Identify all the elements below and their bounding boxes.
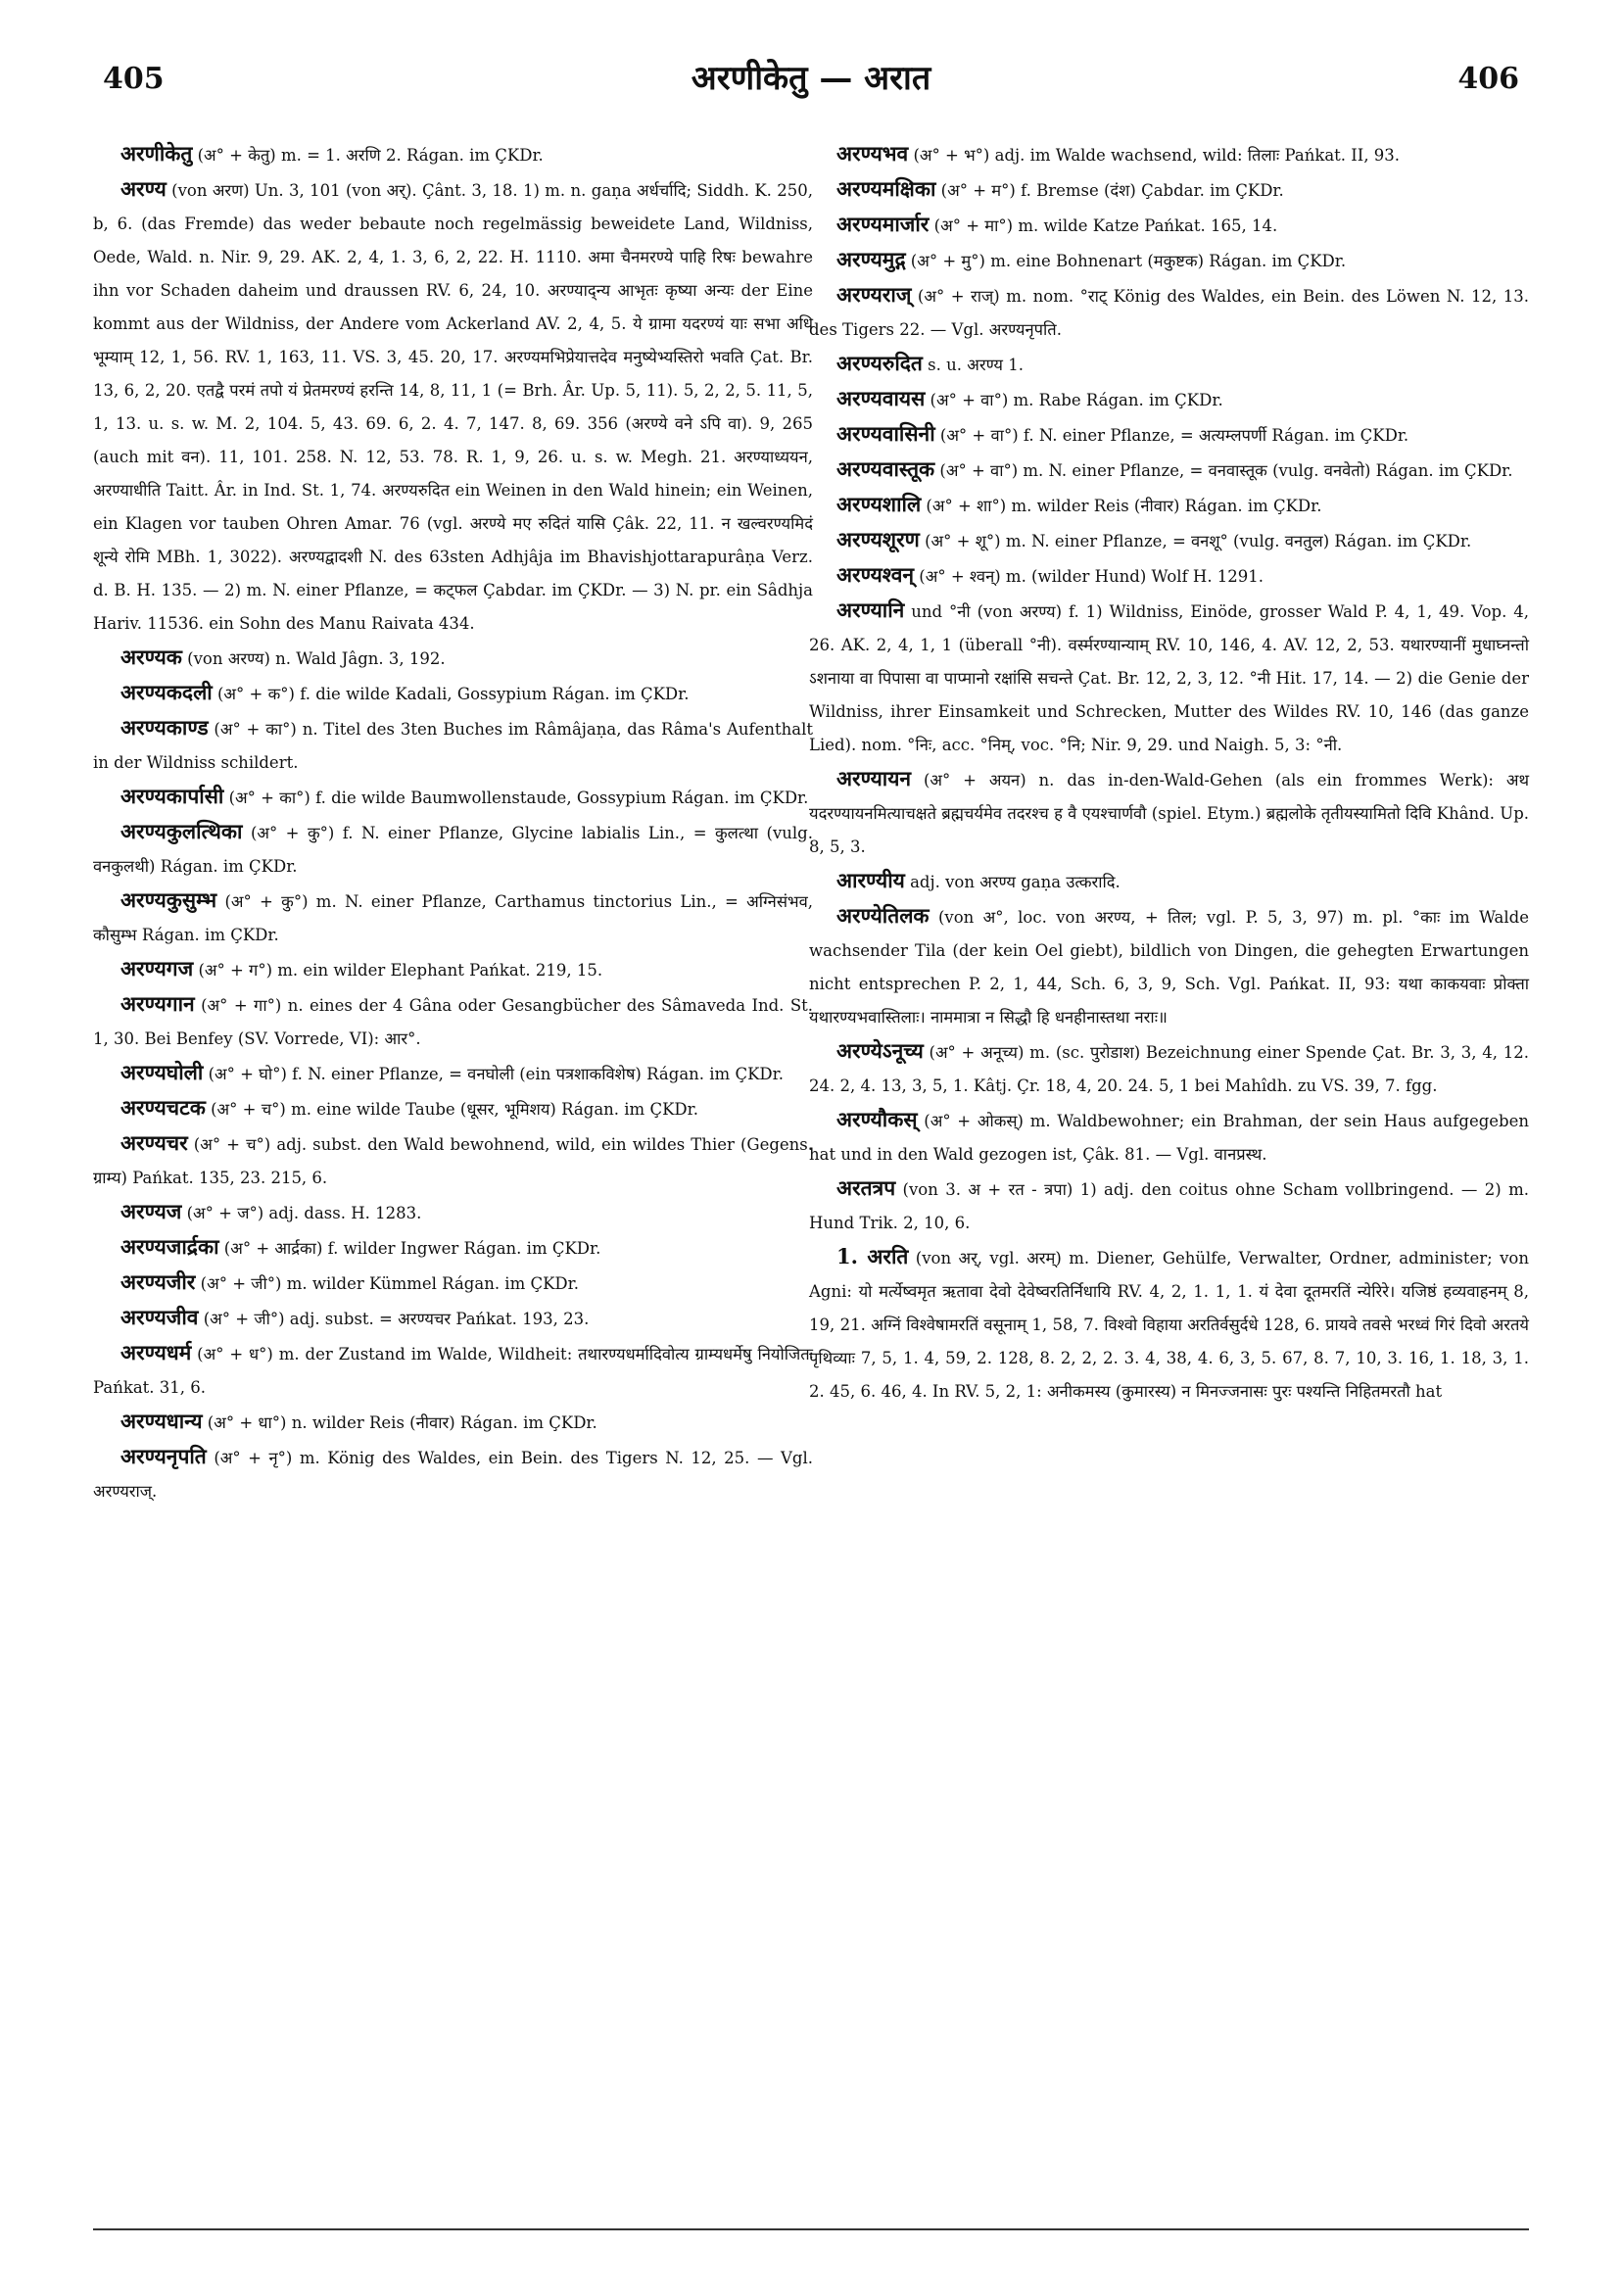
entry-text: (अ° + कु°) m. N. einer Pflanze, Carthamus tinctorius Lin., = अग्निसंभव, कौसुम्भ Rágan. im ÇKDr. xyxy=(93,892,813,944)
entry-headword: अरण्यक xyxy=(120,645,182,669)
entry-headword: अरण्येतिलक xyxy=(836,903,930,928)
dictionary-entry xyxy=(93,1405,813,1440)
entry-headword: अरण्यचटक xyxy=(120,1095,206,1120)
dictionary-entry xyxy=(93,952,813,987)
entry-headword: आरण्यीय xyxy=(836,868,905,892)
entry-text: (अ° + ध°) m. der Zustand im Walde, Wildheit: तथारण्यधर्मादिवोत्य ग्राम्यधर्मेषु नियोजितः Pańkat. 31, 6. xyxy=(93,1345,813,1397)
entry-text: (अ° + ग°) m. ein wilder Elephant Pańkat. 219, 15. xyxy=(193,961,603,980)
left-column xyxy=(93,137,813,1508)
entry-text: s. u. अरण्य 1. xyxy=(922,356,1024,374)
entry-headword: अरण्यवायस xyxy=(836,386,926,410)
entry-text: (अ° + वा°) m. Rabe Rágan. im ÇKDr. xyxy=(925,391,1223,409)
dictionary-entry xyxy=(93,1230,813,1266)
entry-text: (अ° + ओकस्) m. Waldbewohner; ein Brahman, der sein Haus aufgegeben hat und in den Wald gezogen ist, Çâk. 81. — Vgl. वानप्रस्थ. xyxy=(809,1112,1529,1164)
entry-text: und °नी (von अरण्य) f. 1) Wildniss, Einöde, grosser Wald P. 4, 1, 49. Vop. 4, 26. AK. 2, 4, 1, 1 (überall °नी). वर्स्मरण्यान्याम् RV. 10, 146, 4. AV. 12, 2, 53. यथारण्यानीं मुधाघ्नन्तो ऽशनाया वा पिपासा वा पाप्मानो रक्षांसि सचन्ते Çat. Br. 12, 2, 3, 12. °नी Hit. 17, 14. — 2) die Genie der Wildniss, ihrer Einsamkeit und Schrecken, Mutter des Wildes RV. 10, 146 (das ganze Lied). nom. °निः, acc. °निम्, voc. °नि; Nir. 9, 29. und Naigh. 5, 3: °नी. xyxy=(809,602,1529,754)
entry-text: (अ° + च°) m. eine wilde Taube (धूसर, भूमिशय) Rágan. im ÇKDr. xyxy=(205,1100,698,1119)
entry-text: (अ° + आर्द्रका) f. wilder Ingwer Rágan. im ÇKDr. xyxy=(218,1239,601,1258)
entry-text: (अ° + धा°) n. wilder Reis (नीवार) Rágan. im ÇKDr. xyxy=(202,1413,597,1432)
entry-text: (von अरण्य) n. Wald Jâgn. 3, 192. xyxy=(181,649,446,668)
dictionary-entry xyxy=(809,172,1529,208)
entry-headword: अरण्यभव xyxy=(836,141,909,166)
page-header xyxy=(93,54,1529,113)
entry-text: (अ° + कु°) f. N. einer Pflanze, Glycine labialis Lin., = कुलत्था (vulg. वनकुलथी) Rágan. im ÇKDr. xyxy=(93,824,813,876)
entry-text: (अ° + वा°) m. N. einer Pflanze, = वनवास्तूक (vulg. वनवेतो) Rágan. im ÇKDr. xyxy=(934,461,1513,480)
entry-headword: अरण्यजीर xyxy=(120,1269,196,1294)
dictionary-entry xyxy=(93,815,813,884)
entry-headword: अरण्यकुसुम्भ xyxy=(120,887,217,912)
entry-text: (अ° + क°) f. die wilde Kadali, Gossypium Rágan. im ÇKDr. xyxy=(212,685,690,703)
dictionary-entry xyxy=(93,1091,813,1126)
entry-headword: अरण्यौकस् xyxy=(836,1107,918,1131)
entry-text: (अ° + राज्) m. nom. °राट् König des Waldes, ein Bein. des Löwen N. 12, 13. des Tigers 22. — Vgl. अरण्यनृपति. xyxy=(809,287,1529,339)
entry-headword: 1. अरति xyxy=(836,1244,909,1268)
dictionary-entry xyxy=(93,711,813,780)
dictionary-entry xyxy=(809,899,1529,1034)
entry-text: (अ° + मा°) m. wilde Katze Pańkat. 165, 14. xyxy=(929,216,1278,235)
dictionary-entry xyxy=(809,1172,1529,1240)
dictionary-entry xyxy=(93,987,813,1056)
dictionary-entry xyxy=(809,1240,1529,1409)
entry-headword: अरण्यानि xyxy=(836,598,905,622)
entry-headword: अरण्येऽनूच्य xyxy=(836,1038,924,1063)
entry-text: (अ° + गा°) n. eines der 4 Gâna oder Gesangbücher des Sâmaveda Ind. St. 1, 30. Bei Benfey (SV. Vorrede, VI): आर°. xyxy=(93,996,813,1048)
dictionary-entry xyxy=(809,594,1529,762)
entry-text: (अ° + घो°) f. N. einer Pflanze, = वनघोली (ein पत्रशाकविशेष) Rágan. im ÇKDr. xyxy=(203,1065,784,1083)
entry-headword: अरण्यकाण्ड xyxy=(120,715,209,740)
entry-text: (अ° + अयन) n. das in-den-Wald-Gehen (als ein frommes Werk): अथ यदरण्यायनमित्याचक्षते ब्रह्मचर्यमेव तदरश्च ह वै एयश्चार्णवौ (spiel. Etym.) ब्रह्मलोके तृतीयस्यामितो दिवि Khând. Up. 8, 5, 3. xyxy=(809,771,1529,856)
entry-headword: अरण्यधान्य xyxy=(120,1409,203,1433)
entry-headword: अरण्यघोली xyxy=(120,1060,204,1084)
entry-headword: अरण्यजीव xyxy=(120,1305,199,1329)
dictionary-entry xyxy=(809,208,1529,243)
entry-text: (अ° + जी°) m. wilder Kümmel Rágan. im ÇKDr. xyxy=(195,1274,579,1293)
entry-text: (von अर्, vgl. अरम्) m. Diener, Gehülfe, Verwalter, Ordner, administer; von Agni: यो मर्त्येष्वमृत ऋतावा देवो देवेष्वरतिर्निधायि RV. 4, 2, 1. 1, 1. यं देवा दूतमरतिं न्येरिरे। यजिष्ठं हव्यवाहनम् 8, 19, 21. अग्निं विश्वेषामरतिं वसूनाम् 1, 58, 7. विश्वो विहाया अरतिर्वसुर्दधे 128, 6. प्रायवे तवसे भरध्वं गिरं दिवो अरतये पृथिव्याः 7, 5, 1. 4, 59, 2. 128, 8. 2, 2, 2. 3. 4, 38, 4. 6, 3, 5. 67, 8. 7, 10, 3. 16, 1. 18, 3, 1. 2. 45, 6. 46, 4. In RV. 5, 2, 1: अनीकमस्य (कुमारस्य) न मिनज्जनासः पुरः पश्यन्ति निहितमरतौ hat xyxy=(809,1249,1529,1401)
entry-headword: अरण्यकुलत्थिका xyxy=(120,819,243,843)
dictionary-entry xyxy=(93,137,813,172)
dictionary-entry xyxy=(809,1103,1529,1172)
entry-headword: अरण्यज xyxy=(120,1199,182,1223)
dictionary-entry xyxy=(93,172,813,641)
dictionary-entry xyxy=(93,1266,813,1301)
entry-headword: अरण्यधर्म xyxy=(120,1340,192,1364)
entry-headword: अरण्यराज् xyxy=(836,282,912,307)
entry-headword: अरतत्रप xyxy=(836,1175,896,1200)
dictionary-entry xyxy=(93,780,813,815)
dictionary-entry xyxy=(809,488,1529,523)
entry-text: (अ° + जी°) adj. subst. = अरण्यचर Pańkat. 193, 23. xyxy=(198,1310,590,1328)
entry-headword: अरण्यजार्द्रका xyxy=(120,1234,219,1259)
dictionary-entry xyxy=(809,453,1529,488)
entry-text: (अ° + अनूच्य) m. (sc. पुरोडाश) Bezeichnung einer Spende Çat. Br. 3, 3, 4, 12. 24. 2, 4. 13, 3, 5, 1. Kâtj. Çr. 18, 4, 20. 24. 5, 1 bei Mahîdh. zu VS. 39, 7. fgg. xyxy=(809,1043,1529,1095)
entry-text: (अ° + शा°) m. wilder Reis (नीवार) Rágan. im ÇKDr. xyxy=(921,497,1322,515)
entry-headword: अरण्यवास्तूक xyxy=(836,456,935,481)
entry-headword: अरण्यशालि xyxy=(836,492,922,516)
dictionary-entry xyxy=(809,558,1529,594)
dictionary-entry xyxy=(93,1056,813,1091)
entry-headword: अरण्यनृपति xyxy=(120,1444,207,1468)
entry-text: (von अ°, loc. von अरण्य, + तिल; vgl. P. 5, 3, 97) m. pl. °काः im Walde wachsender Tila (der kein Oel giebt), bildlich von Dingen, die gehegten Erwartungen nicht entsprechen P. 2, 1, 44, Sch. 6, 3, 9, Sch. Vgl. Pańkat. II, 93: यथा काकयवाः प्रोक्ता यथारण्यभवास्तिलाः। नाममात्रा न सिद्धौ हि धनहीनास्तथा नराः॥ xyxy=(809,908,1529,1027)
page-number-right: 406 xyxy=(1457,62,1519,96)
page-number-left: 405 xyxy=(103,62,165,96)
entry-headword: अरण्यशूरण xyxy=(836,527,920,551)
dictionary-entry xyxy=(93,1126,813,1195)
entry-text: (von अरण) Un. 3, 101 (von अर्). Çânt. 3, 18. 1) m. n. gaṇa अर्धर्चादि; Siddh. K. 250, b, 6. (das Fremde) das weder bebaute noch regelmässig beweidete Land, Wildniss, Oede, Wald. n. Nir. 9, 29. AK. 2, 4, 1. 3, 6, 2, 22. H. 1110. अमा चैनमरण्ये पाहि रिषः bewahre ihn vor Schaden daheim und draussen RV. 6, 24, 10. अरण्याद्न्य आभृतः कृष्या अन्यः der Eine kommt aus der Wildniss, der Andere vom Ackerland AV. 2, 4, 5. ये ग्रामा यदरण्यं याः सभा अधि भूम्याम् 12, 1, 56. RV. 1, 163, 11. VS. 3, 45. 20, 17. अरण्यमभिप्रेयात्तदेव मनुष्येभ्यस्तिरो भवति Çat. Br. 13, 6, 2, 20. एतद्वै परमं तपो यं प्रेतमरण्यं हरन्ति 14, 8, 11, 1 (= Brh. Âr. Up. 5, 11). 5, 2, 2, 5. 11, 5, 1, 13. u. s. w. M. 2, 104. 5, 43. 69. 6, 2. 4. 7, 147. 8, 69. 356 (अरण्ये वने ऽपि वा). 9, 265 (auch mit वन). 11, 101. 258. N. 12, 53. 78. R. 1, 9, 26. u. s. w. Megh. 21. अरण्याध्ययन, अरण्याधीति Taitt. Âr. in Ind. St. 1, 74. अरण्यरुदित ein Weinen in den Wald hinein; ein Weinen, ein Klagen vor tauben Ohren Amar. 76 (vgl. अरण्ये मए रुदितं यासि Çâk. 22, 11. न खल्वरण्यमिदं शून्ये रोमि MBh. 1, 3022). अरण्यद्वादशी N. des 63sten Adhjâja im Bhavishjottarapurâṇa Verz. d. B. H. 135. — 2) m. N. einer Pflanze, = कट्फल Çabdar. im ÇKDr. — 3) N. pr. ein Sâdhja Hariv. 11536. ein Sohn des Manu Raivata 434. xyxy=(93,181,813,633)
dictionary-entry xyxy=(809,278,1529,347)
dictionary-entry xyxy=(93,676,813,711)
entry-text: (अ° + म°) f. Bremse (दंश) Çabdar. im ÇKDr. xyxy=(935,181,1284,200)
entry-text: (अ° + शू°) m. N. einer Pflanze, = वनशू° (vulg. वनतुल) Rágan. im ÇKDr. xyxy=(919,532,1472,550)
entry-headword: अरण्यवासिनी xyxy=(836,421,935,446)
bottom-rule xyxy=(93,2228,1529,2230)
entry-headword: अरण्यकदली xyxy=(120,680,213,704)
dictionary-entry xyxy=(809,347,1529,382)
entry-text: (अ° + ज°) adj. dass. H. 1283. xyxy=(181,1204,422,1222)
entry-headword: अरण्यायन xyxy=(836,766,912,790)
dictionary-entry xyxy=(809,762,1529,864)
entry-headword: अरण्य xyxy=(120,176,167,201)
dictionary-entry xyxy=(93,884,813,952)
dictionary-entry xyxy=(93,1336,813,1405)
entry-text: (von 3. अ + रत - त्रपा) 1) adj. den coitus ohne Scham vollbringend. — 2) m. Hund Trik. 2, 10, 6. xyxy=(809,1180,1529,1232)
entry-text: (अ° + श्वन्) m. (wilder Hund) Wolf H. 1291. xyxy=(914,567,1264,586)
dictionary-entry xyxy=(809,243,1529,278)
dictionary-entry xyxy=(93,1195,813,1230)
entry-text: (अ° + नृ°) m. König des Waldes, ein Bein. des Tigers N. 12, 25. — Vgl. अरण्यराज्. xyxy=(93,1449,813,1501)
entry-headword: अरण्यश्वन् xyxy=(836,562,915,587)
dictionary-entry xyxy=(93,1440,813,1508)
entry-headword: अरणीकेतु xyxy=(120,141,193,166)
entry-text: (अ° + भ°) adj. im Walde wachsend, wild: तिलाः Pańkat. II, 93. xyxy=(908,146,1401,165)
dictionary-entry xyxy=(809,864,1529,899)
right-column xyxy=(809,137,1529,1409)
entry-text: (अ° + मु°) m. eine Bohnenart (मकुष्टक) Rágan. im ÇKDr. xyxy=(905,252,1347,270)
entry-headword: अरण्यगान xyxy=(120,991,195,1016)
entry-text: (अ° + केतु) m. = 1. अरणि 2. Rágan. im ÇKDr. xyxy=(192,146,544,165)
entry-headword: अरण्यरुदित xyxy=(836,351,923,375)
dictionary-entry xyxy=(809,382,1529,417)
entry-headword: अरण्यमक्षिका xyxy=(836,176,936,201)
dictionary-entry xyxy=(809,1034,1529,1103)
entry-text: (अ° + च°) adj. subst. den Wald bewohnend, wild, ein wildes Thier (Gegens. ग्राम्य) Pańkat. 135, 23. 215, 6. xyxy=(93,1135,813,1187)
dictionary-entry xyxy=(809,417,1529,453)
entry-headword: अरण्यचर xyxy=(120,1130,188,1155)
entry-headword: अरण्यमुद्ग xyxy=(836,247,906,271)
entry-headword: अरण्यकार्पासी xyxy=(120,784,224,808)
entry-headword: अरण्यगज xyxy=(120,956,194,981)
entry-headword: अरण्यमार्जार xyxy=(836,212,930,236)
entry-text: (अ° + का°) f. die wilde Baumwollenstaude, Gossypium Rágan. im ÇKDr. xyxy=(223,789,809,807)
dictionary-entry xyxy=(809,523,1529,558)
entry-text: (अ° + वा°) f. N. einer Pflanze, = अत्यम्लपर्णी Rágan. im ÇKDr. xyxy=(934,426,1409,445)
running-title: अरणीकेतु — अरात xyxy=(691,59,931,98)
dictionary-entry xyxy=(93,1301,813,1336)
dictionary-entry xyxy=(93,641,813,676)
entry-text: (अ° + का°) n. Titel des 3ten Buches im Râmâjaṇa, das Râma's Aufenthalt in der Wildniss schildert. xyxy=(93,720,813,772)
entry-text: adj. von अरण्य gaṇa उत्करादि. xyxy=(904,873,1121,891)
dictionary-entry xyxy=(809,137,1529,172)
